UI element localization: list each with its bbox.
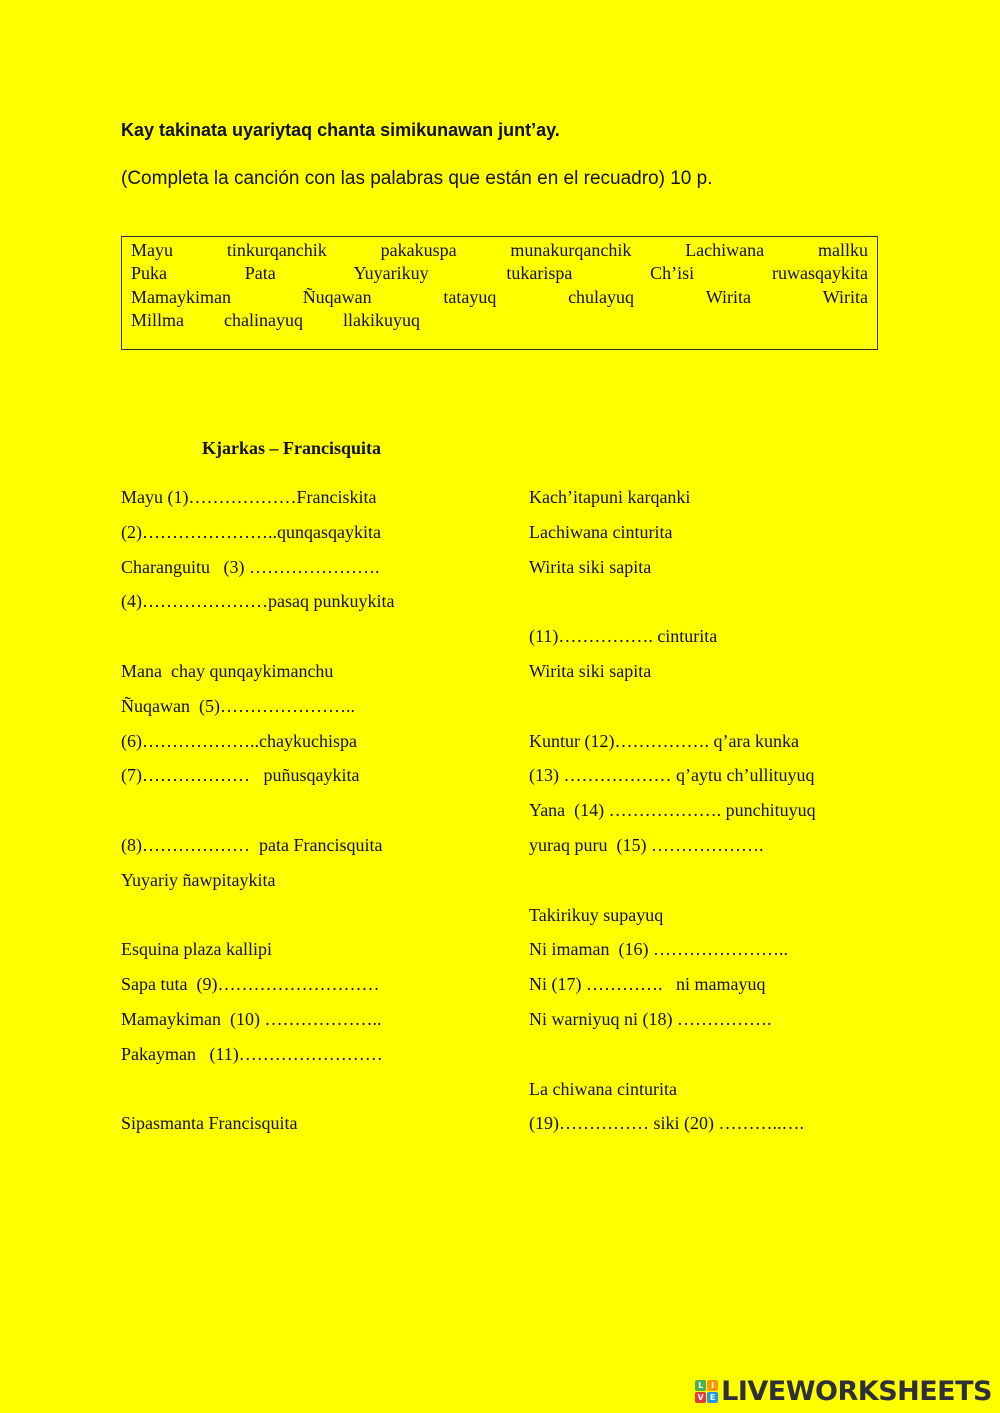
lyric-line: Ni (17) …………. ni mamayuq: [529, 974, 766, 995]
lyric-line: Sipasmanta Francisquita: [121, 1113, 298, 1134]
lyric-line: [529, 1041, 816, 1076]
lyric-line: [529, 693, 816, 728]
word-bank-word: Puka: [131, 263, 167, 284]
logo-letter-tile: E: [707, 1392, 718, 1403]
word-bank-word: Wirita: [705, 286, 752, 307]
lyric-line: Ni imaman (16) …………………..: [529, 939, 788, 960]
word-bank-word: Pata: [244, 263, 276, 284]
word-bank-word: tukarispa: [506, 263, 573, 284]
liveworksheets-icon: [695, 1380, 718, 1403]
lyrics-left-column: [121, 484, 394, 1145]
word-bank-word: Wirita: [822, 286, 868, 307]
word-bank-word: pakakuspa: [380, 240, 457, 260]
logo-letter-tile: I: [707, 1380, 718, 1391]
lyric-line: [121, 623, 394, 658]
logo-letter-tile: V: [695, 1392, 706, 1403]
lyric-line: [121, 1076, 394, 1111]
lyric-line: Wirita siki sapita: [529, 556, 652, 577]
lyric-line: Mamaykiman (10) ………………..: [121, 1008, 382, 1029]
lyric-line: Ni warniyuq ni (18) …………….: [529, 1008, 772, 1029]
word-bank-word: Mayu: [131, 240, 173, 260]
lyric-line: Kach’itapuni karqanki: [529, 487, 691, 507]
word-bank-word: Yuyarikuy: [353, 263, 429, 284]
lyric-line: [121, 902, 394, 937]
lyric-line: La chiwana cinturita: [529, 1078, 677, 1099]
song-title: Kjarkas – Francisquita: [202, 438, 382, 458]
lyric-line: (19)…………… siki (20) ………..….: [529, 1113, 804, 1134]
lyric-line: Wirita siki sapita: [529, 660, 652, 681]
word-bank-word: Lachiwana: [685, 240, 765, 260]
word-bank-word: Mamaykiman: [131, 286, 231, 307]
word-bank-word: llakikuyuq: [342, 309, 420, 330]
word-bank-word: ruwasqaykita: [771, 263, 868, 284]
lyric-line: Mana chay qunqaykimanchu: [121, 660, 334, 681]
lyric-line: (11)……………. cinturita: [529, 626, 718, 647]
word-bank-word: chulayuq: [568, 286, 635, 307]
lyric-line: (13) ……………… q’aytu ch’ullituyuq: [529, 765, 815, 786]
lyric-line: (6)………………..chaykuchispa: [121, 730, 357, 751]
word-bank-row: [131, 239, 868, 262]
lyric-line: Lachiwana cinturita: [529, 521, 673, 542]
word-bank-word: Ch’isi: [650, 263, 695, 284]
lyric-line: (8)……………… pata Francisquita: [121, 834, 383, 855]
lyrics-right-column: [529, 484, 816, 1145]
lyric-line: (2)…………………..qunqasqaykita: [121, 521, 381, 542]
lyric-line: Yuyariy ñawpitaykita: [121, 869, 276, 890]
lyric-line: Pakayman (11)……………………: [121, 1043, 383, 1064]
lyric-line: Sapa tuta (9)………………………: [121, 974, 380, 995]
lyric-line: (4)…………………pasaq punkuykita: [121, 591, 395, 612]
lyric-line: Kuntur (12)……………. q’ara kunka: [529, 730, 799, 751]
liveworksheets-wordmark: LIVEWORKSHEETS: [721, 1376, 992, 1407]
lyric-line: [529, 867, 816, 902]
worksheet-instruction: (Completa la canción con las palabras que están en el recuadro) 10 p.: [121, 168, 713, 189]
word-bank-row: [131, 262, 868, 285]
lyric-line: (7)……………… puñusqaykita: [121, 765, 360, 786]
logo-letter-tile: L: [695, 1380, 706, 1391]
word-bank-row: [131, 309, 868, 332]
word-bank-word: Ñuqawan: [302, 286, 372, 307]
word-bank-word: chalinayuq: [224, 309, 303, 330]
worksheet-heading: Kay takinata uyariytaq chanta simikunawan junt’ay.: [121, 120, 560, 140]
liveworksheets-logo[interactable]: [695, 1376, 992, 1407]
lyric-line: Charanguitu (3) ………………….: [121, 556, 380, 577]
word-bank-word: tatayuq: [443, 286, 497, 307]
lyric-line: Yana (14) ………………. punchituyuq: [529, 800, 816, 821]
word-bank-row: [131, 286, 868, 309]
lyric-line: yuraq puru (15) ……………….: [529, 834, 764, 855]
lyric-line: Takirikuy supayuq: [529, 904, 664, 925]
lyric-line: Ñuqawan (5)…………………..: [121, 695, 355, 716]
word-bank-word: Millma: [131, 309, 184, 330]
lyric-line: [121, 797, 394, 832]
lyric-line: Mayu (1)………………Franciskita: [121, 487, 377, 507]
lyric-line: [529, 588, 816, 623]
word-bank-word: munakurqanchik: [510, 240, 632, 260]
word-bank-word: mallku: [817, 240, 868, 260]
lyric-line: Esquina plaza kallipi: [121, 939, 272, 960]
word-bank-box: [121, 236, 878, 350]
word-bank-word: tinkurqanchik: [226, 240, 327, 260]
